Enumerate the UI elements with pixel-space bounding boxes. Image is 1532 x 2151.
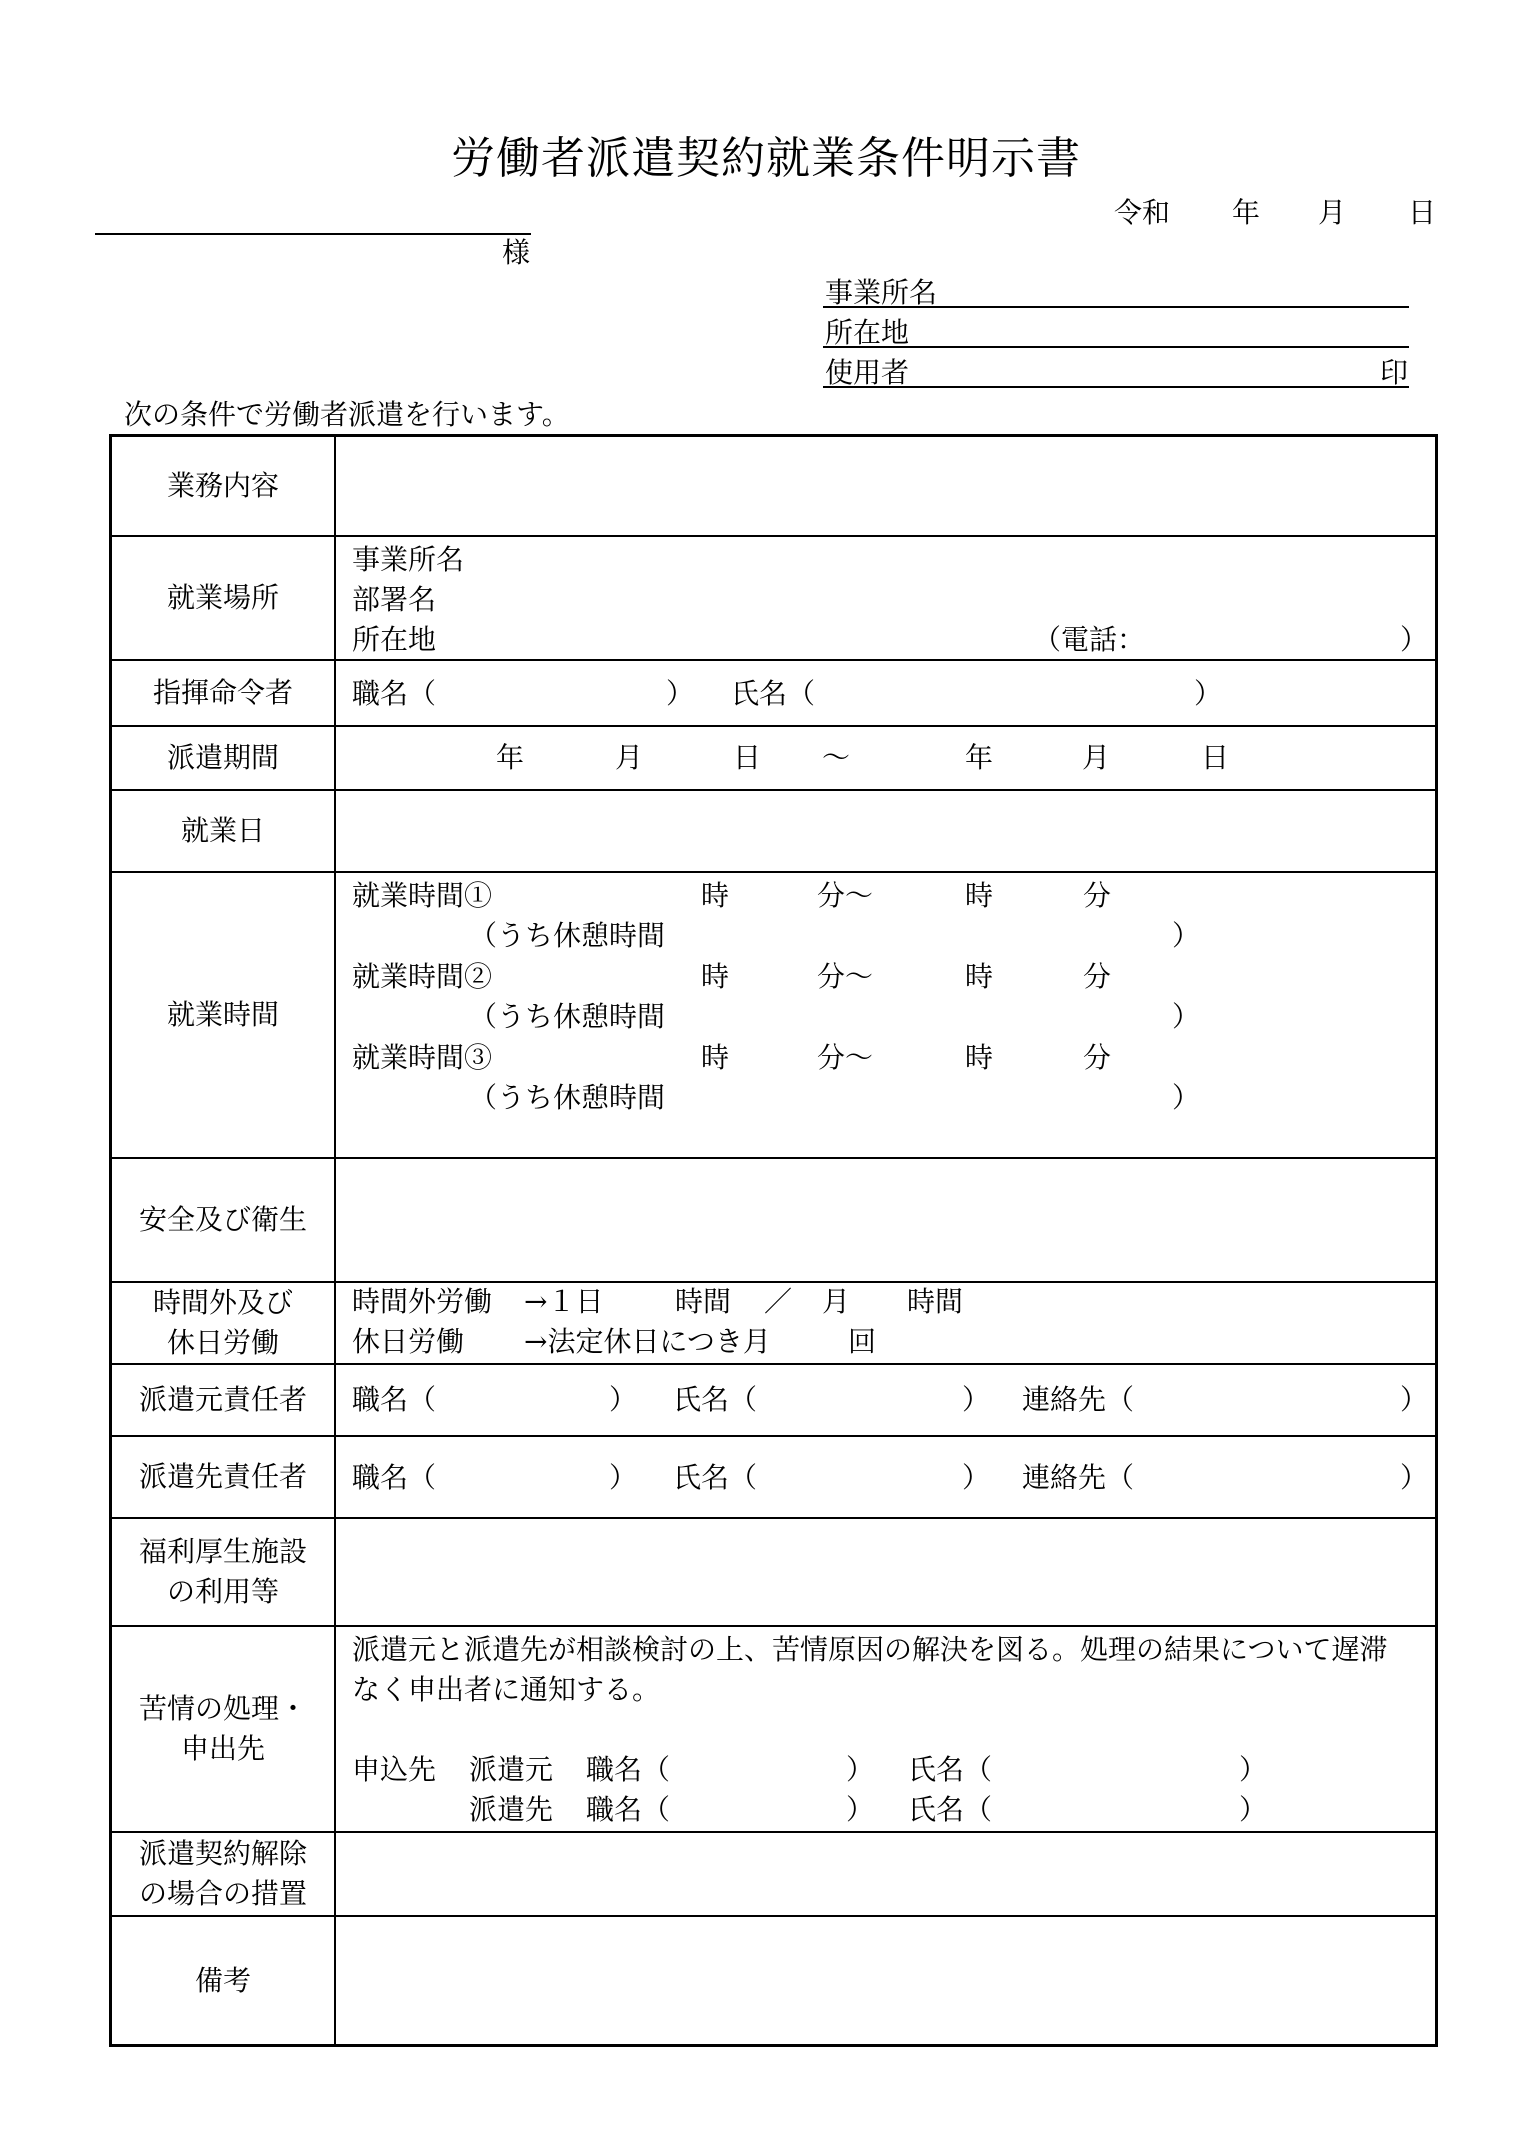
label-overtime: 時間外及び 休日労働: [112, 1283, 336, 1363]
complaint-source-close-1: ）: [846, 1753, 875, 1786]
field-remarks[interactable]: [336, 1917, 1435, 2044]
row-dest-manager: [112, 1437, 1435, 1519]
row-source-manager: [112, 1365, 1435, 1437]
row-welfare: [112, 1519, 1435, 1627]
dest-manager-close-1: ）: [609, 1461, 638, 1494]
overtime-month: 月: [822, 1285, 851, 1318]
date-day: 日: [1408, 196, 1437, 229]
complaint-text-1: 派遣元と派遣先が相談検討の上、苦情原因の解決を図る。処理の結果について遅滞: [352, 1633, 1388, 1666]
row-termination: [112, 1833, 1435, 1917]
field-job-content[interactable]: [336, 437, 1435, 535]
hours-slot-2-m2: 分: [1083, 960, 1112, 993]
workplace-phone-close: ）: [1400, 623, 1429, 656]
period-month-1: 月: [615, 741, 644, 774]
page-title: 労働者派遣契約就業条件明示書: [451, 133, 1081, 184]
sender-address-label: 所在地: [825, 316, 910, 349]
hours-slot-2-h1: 時: [701, 960, 730, 993]
source-manager-name: 氏名（: [673, 1383, 758, 1416]
field-termination[interactable]: [336, 1833, 1435, 1915]
sender-address-line[interactable]: [823, 314, 1409, 348]
workplace-office: 事業所名: [352, 543, 465, 576]
hours-slot-3-name: 就業時間③: [352, 1041, 493, 1074]
hours-slot-1-close: ）: [1172, 919, 1201, 952]
label-dest-manager: 派遣先責任者: [112, 1437, 336, 1517]
complaint-dest-title: 職名（: [586, 1793, 671, 1826]
hours-slot-2-h2: 時: [965, 960, 994, 993]
date-year: 年: [1232, 196, 1261, 229]
intro-text: 次の条件で労働者派遣を行います。: [124, 398, 570, 431]
row-workplace: [112, 537, 1435, 661]
period-year-2: 年: [965, 741, 994, 774]
hours-slot-2-close: ）: [1172, 1000, 1201, 1033]
sender-user-line[interactable]: [823, 354, 1409, 388]
complaint-source-title: 職名（: [586, 1753, 671, 1786]
label-safety: 安全及び衛生: [112, 1159, 336, 1281]
hours-slot-3-close: ）: [1172, 1081, 1201, 1114]
seal-mark: 印: [1380, 356, 1409, 389]
hours-slot-1-m2: 分: [1083, 879, 1112, 912]
hours-slot-3-break: （うち休憩時間: [469, 1081, 666, 1114]
complaint-source-label: 派遣元: [469, 1753, 554, 1786]
label-complaint: 苦情の処理・ 申出先: [112, 1627, 336, 1831]
period-month-2: 月: [1082, 741, 1111, 774]
holiday-times: 回: [848, 1325, 877, 1358]
field-source-manager[interactable]: [336, 1365, 1435, 1435]
hours-slot-2-name: 就業時間②: [352, 960, 493, 993]
source-manager-contact: 連絡先（: [1022, 1383, 1135, 1416]
field-dest-manager[interactable]: [336, 1437, 1435, 1517]
workplace-phone-open: （電話：: [1033, 623, 1146, 656]
field-workplace[interactable]: [336, 537, 1435, 659]
complaint-dest-close-2: ）: [1239, 1793, 1268, 1826]
field-hours[interactable]: [336, 873, 1435, 1157]
source-manager-close-3: ）: [1400, 1383, 1429, 1416]
complaint-dest-label: 派遣先: [469, 1793, 554, 1826]
source-manager-title: 職名（: [352, 1383, 437, 1416]
period-tilde: 〜: [822, 741, 851, 774]
field-welfare[interactable]: [336, 1519, 1435, 1625]
label-termination: 派遣契約解除 の場合の措置: [112, 1833, 336, 1915]
hours-slot-3-m2: 分: [1083, 1041, 1112, 1074]
row-remarks: [112, 1917, 1435, 2044]
dest-manager-name: 氏名（: [673, 1461, 758, 1494]
dest-manager-close-2: ）: [962, 1461, 991, 1494]
label-period: 派遣期間: [112, 727, 336, 789]
row-period: [112, 727, 1435, 791]
complaint-applicant-label: 申込先: [352, 1753, 437, 1786]
source-manager-close-1: ）: [609, 1383, 638, 1416]
overtime-label: 時間外労働: [352, 1285, 493, 1318]
overtime-day: →１日: [524, 1285, 604, 1318]
row-workdays: [112, 791, 1435, 873]
label-remarks: 備考: [112, 1917, 336, 2044]
field-workdays[interactable]: [336, 791, 1435, 871]
dest-manager-contact: 連絡先（: [1022, 1461, 1135, 1494]
addressee-suffix: 様: [502, 236, 531, 269]
row-job-content: [112, 437, 1435, 537]
complaint-source-name: 氏名（: [908, 1753, 993, 1786]
hours-slot-3-h2: 時: [965, 1041, 994, 1074]
row-overtime: [112, 1283, 1435, 1365]
label-source-manager: 派遣元責任者: [112, 1365, 336, 1435]
date-month: 月: [1318, 196, 1347, 229]
addressee-line[interactable]: [95, 233, 531, 235]
hours-slot-1-h1: 時: [701, 879, 730, 912]
overtime-slash: ／: [764, 1285, 793, 1318]
complaint-dest-close-1: ）: [846, 1793, 875, 1826]
hours-slot-1-m1: 分〜: [817, 879, 874, 912]
label-hours: 就業時間: [112, 873, 336, 1157]
conditions-table: [109, 434, 1438, 2047]
hours-slot-1-break: （うち休憩時間: [469, 919, 666, 952]
overtime-hours: 時間: [675, 1285, 732, 1318]
label-workplace: 就業場所: [112, 537, 336, 659]
dest-manager-close-3: ）: [1400, 1461, 1429, 1494]
sender-office-label: 事業所名: [825, 276, 938, 309]
period-day-1: 日: [733, 741, 762, 774]
supervisor-name: 氏名（: [731, 677, 816, 710]
source-manager-close-2: ）: [962, 1383, 991, 1416]
field-complaint[interactable]: [336, 1627, 1435, 1831]
field-supervisor[interactable]: [336, 661, 1435, 725]
hours-slot-1-name: 就業時間①: [352, 879, 493, 912]
hours-slot-3-m1: 分〜: [817, 1041, 874, 1074]
sender-user-label: 使用者: [825, 356, 910, 389]
row-supervisor: [112, 661, 1435, 727]
workplace-address: 所在地: [352, 623, 437, 656]
field-safety[interactable]: [336, 1159, 1435, 1281]
supervisor-name-close: ）: [1194, 677, 1223, 710]
field-overtime[interactable]: [336, 1283, 1435, 1363]
period-day-2: 日: [1201, 741, 1230, 774]
hours-slot-2-break: （うち休憩時間: [469, 1000, 666, 1033]
hours-slot-3-h1: 時: [701, 1041, 730, 1074]
field-period[interactable]: [336, 727, 1435, 789]
period-year-1: 年: [496, 741, 525, 774]
supervisor-title: 職名（: [352, 677, 437, 710]
dest-manager-title: 職名（: [352, 1461, 437, 1494]
complaint-source-close-2: ）: [1239, 1753, 1268, 1786]
label-job-content: 業務内容: [112, 437, 336, 535]
label-supervisor: 指揮命令者: [112, 661, 336, 725]
date-era: 令和: [1114, 196, 1171, 229]
row-hours: [112, 873, 1435, 1159]
sender-office-line[interactable]: [823, 274, 1409, 308]
hours-slot-2-m1: 分〜: [817, 960, 874, 993]
workplace-dept: 部署名: [352, 583, 437, 616]
label-welfare: 福利厚生施設 の利用等: [112, 1519, 336, 1625]
hours-slot-1-h2: 時: [965, 879, 994, 912]
complaint-text-2: なく申出者に通知する。: [352, 1673, 661, 1706]
row-complaint: [112, 1627, 1435, 1833]
holiday-rule: →法定休日につき月: [524, 1325, 771, 1358]
supervisor-title-close: ）: [666, 677, 695, 710]
holiday-label: 休日労働: [352, 1325, 465, 1358]
complaint-dest-name: 氏名（: [908, 1793, 993, 1826]
label-workdays: 就業日: [112, 791, 336, 871]
row-safety: [112, 1159, 1435, 1283]
overtime-hours-2: 時間: [907, 1285, 964, 1318]
